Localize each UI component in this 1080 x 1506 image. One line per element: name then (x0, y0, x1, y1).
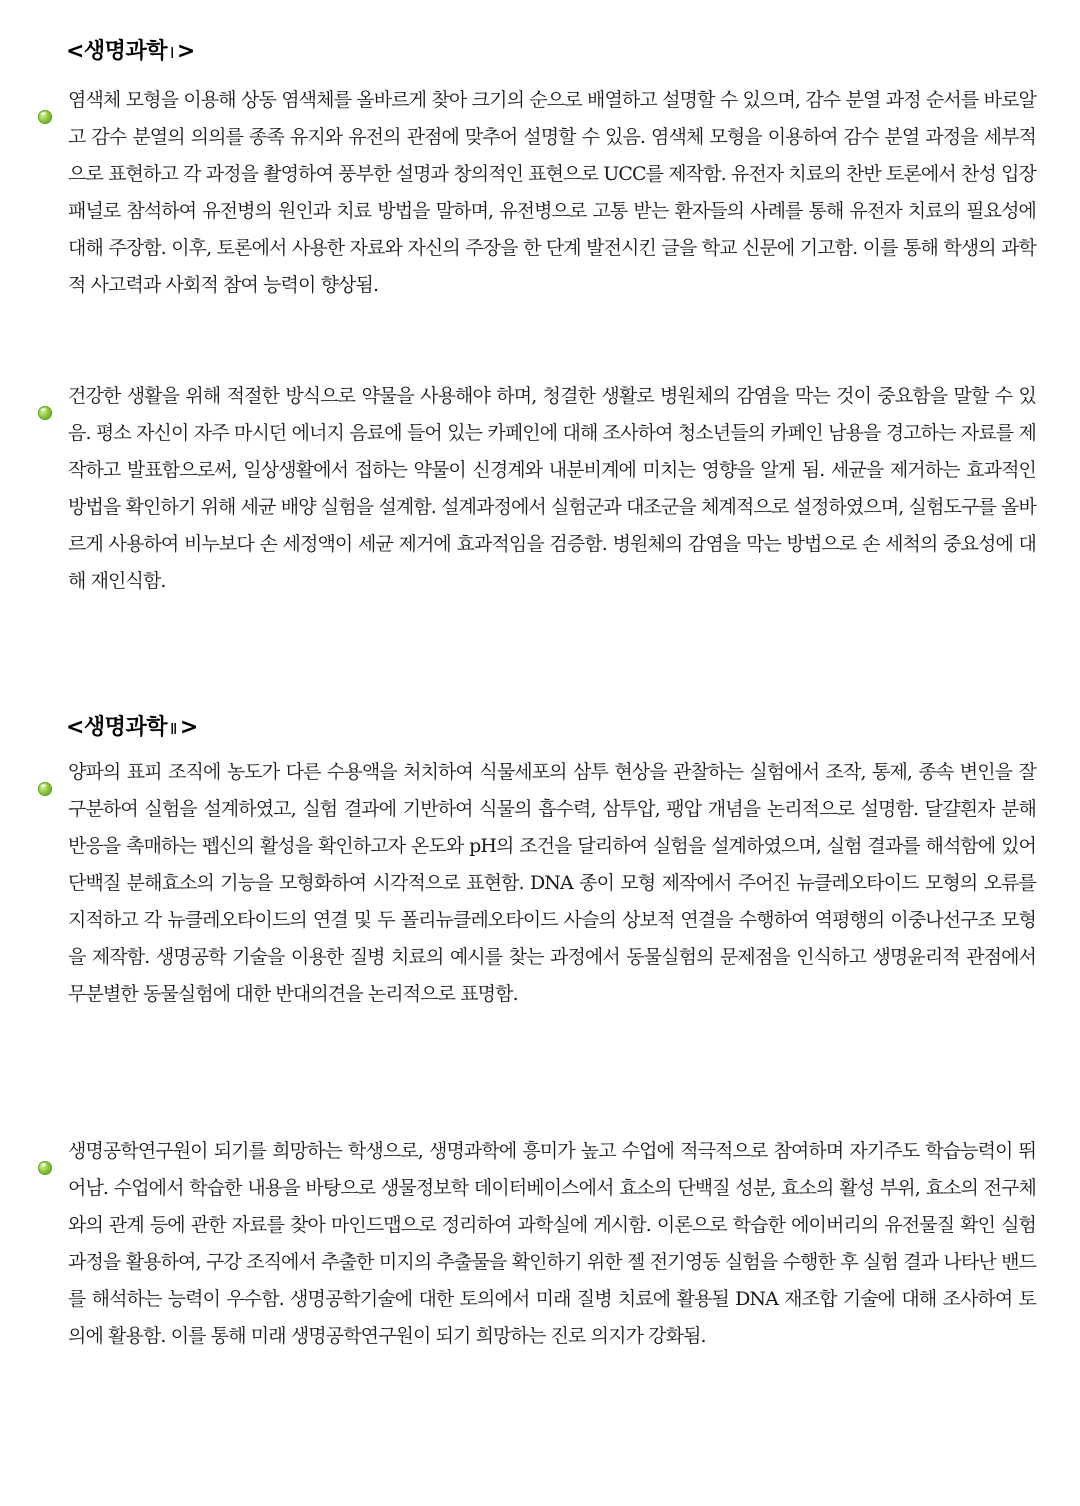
section-title: <생명과학 (66, 715, 167, 740)
section-title-roman: Ⅱ (169, 720, 177, 738)
section-title-close: > (176, 39, 195, 64)
section-heading-life-science-2 (66, 710, 198, 741)
green-sphere-bullet-icon (38, 1161, 52, 1175)
paragraph: 염색체 모형을 이용해 상동 염색체를 올바르게 찾아 크기의 순으로 배열하고 설명할 수 있으며, 감수 분열 과정 순서를 바로알고 감수 분열의 의의를 종족 유지와 유전의 관점에 맞추어 설명할 수 있음. 염색체 모형을 이용하여 감수 분열 과정을 세부적으로 표현하고 각 과정을 촬영하여 풍부한 설명과 창의적인 표현으로 UCC를 제작함. 유전자 치료의 찬반 토론에서 찬성 입장 패널로 참석하여 유전병의 원인과 치료 방법을 말하며, 유전병으로 고통 받는 환자들의 사례를 통해 유전자 치료의 필요성에 대해 주장함. 이후, 토론에서 사용한 자료와 자신의 주장을 한 단계 발전시킨 글을 학교 신문에 기고함. 이를 통해 학생의 과학적 사고력과 사회적 참여 능력이 향상됨. (68, 89, 1036, 296)
green-sphere-bullet-icon (38, 782, 52, 796)
section-title-roman: Ⅰ (169, 44, 174, 62)
section-title-close: > (179, 715, 198, 740)
paragraph: 양파의 표피 조직에 농도가 다른 수용액을 처치하여 식물세포의 삼투 현상을 관찰하는 실험에서 조작, 통제, 종속 변인을 잘 구분하여 실험을 설계하였고, 실험 결과에 기반하여 식물의 흡수력, 삼투압, 팽압 개념을 논리적으로 설명함. 달걀흰자 분해 반응을 촉매하는 펩신의 활성을 확인하고자 온도와 pH의 조건을 달리하여 실험을 설계하였으며, 실험 결과를 해석함에 있어 단백질 분해효소의 기능을 모형화하여 시각적으로 표현함. DNA 종이 모형 제작에서 주어진 뉴클레오타이드 모형의 오류를 지적하고 각 뉴클레오타이드의 연결 및 두 폴리뉴클레오타이드 사슬의 상보적 연결을 수행하여 역평행의 이중나선구조 모형을 제작함. 생명공학 기술을 이용한 질병 치료의 예시를 찾는 과정에서 동물실험의 문제점을 인식하고 생명윤리적 관점에서 무분별한 동물실험에 대한 반대의견을 논리적으로 표명함. (68, 761, 1036, 1005)
section-title: <생명과학 (66, 39, 167, 64)
paragraph: 건강한 생활을 위해 적절한 방식으로 약물을 사용해야 하며, 청결한 생활로 병원체의 감염을 막는 것이 중요함을 말할 수 있음. 평소 자신이 자주 마시던 에너지 음료에 들어 있는 카페인에 대해 조사하여 청소년들의 카페인 남용을 경고하는 자료를 제작하고 발표함으로써, 일상생활에서 접하는 약물이 신경계와 내분비계에 미치는 영향을 알게 됨. 세균을 제거하는 효과적인 방법을 확인하기 위해 세균 배양 실험을 설계함. 설계과정에서 실험군과 대조군을 체계적으로 설정하였으며, 실험도구를 올바르게 사용하여 비누보다 손 세정액이 세균 제거에 효과적임을 검증함. 병원체의 감염을 막는 방법으로 손 세척의 중요성에 대해 재인식함. (68, 385, 1036, 592)
paragraph: 생명공학연구원이 되기를 희망하는 학생으로, 생명과학에 흥미가 높고 수업에 적극적으로 참여하며 자기주도 학습능력이 뛰어남. 수업에서 학습한 내용을 바탕으로 생물정보학 데이터베이스에서 효소의 단백질 성분, 효소의 활성 부위, 효소의 전구체와의 관계 등에 관한 자료를 찾아 마인드맵으로 정리하여 과학실에 게시함. 이론으로 학습한 에이버리의 유전물질 확인 실험 과정을 활용하여, 구강 조직에서 추출한 미지의 추출물을 확인하기 위한 젤 전기영동 실험을 수행한 후 실험 결과 나타난 밴드를 해석하는 능력이 우수함. 생명공학기술에 대한 토의에서 미래 질병 치료에 활용될 DNA 재조합 기술에 대해 조사하여 토의에 활용함. 이를 통해 미래 생명공학연구원이 되기 희망하는 진로 의지가 강화됨. (68, 1140, 1036, 1347)
green-sphere-bullet-icon (38, 406, 52, 420)
green-sphere-bullet-icon (38, 110, 52, 124)
section-heading-life-science-1 (66, 34, 195, 65)
